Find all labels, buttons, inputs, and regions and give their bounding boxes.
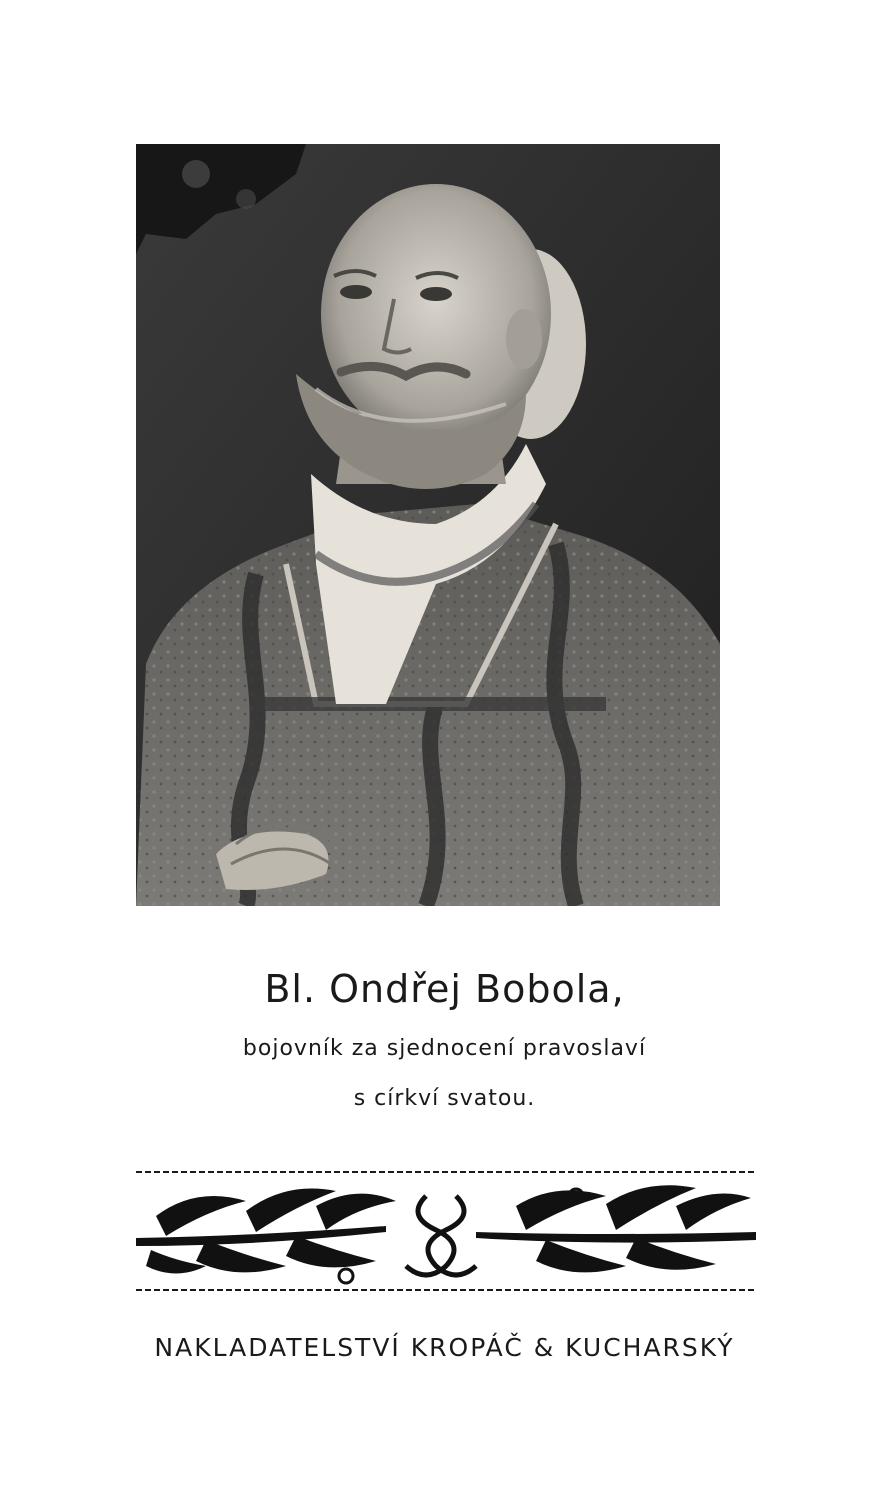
- publisher-imprint: NAKLADATELSTVÍ KROPÁČ & KUCHARSKÝ: [154, 1333, 735, 1362]
- portrait-image: [136, 144, 720, 906]
- laurel-branch-ornament: [136, 1166, 756, 1294]
- portrait-caption-subtitle-line-2: s církví svatou.: [353, 1086, 536, 1111]
- portrait-caption-subtitle-line-1: bojovník za sjednocení pravoslaví: [242, 1036, 647, 1061]
- portrait-caption-title: Bl. Ondřej Bobola,: [264, 967, 625, 1011]
